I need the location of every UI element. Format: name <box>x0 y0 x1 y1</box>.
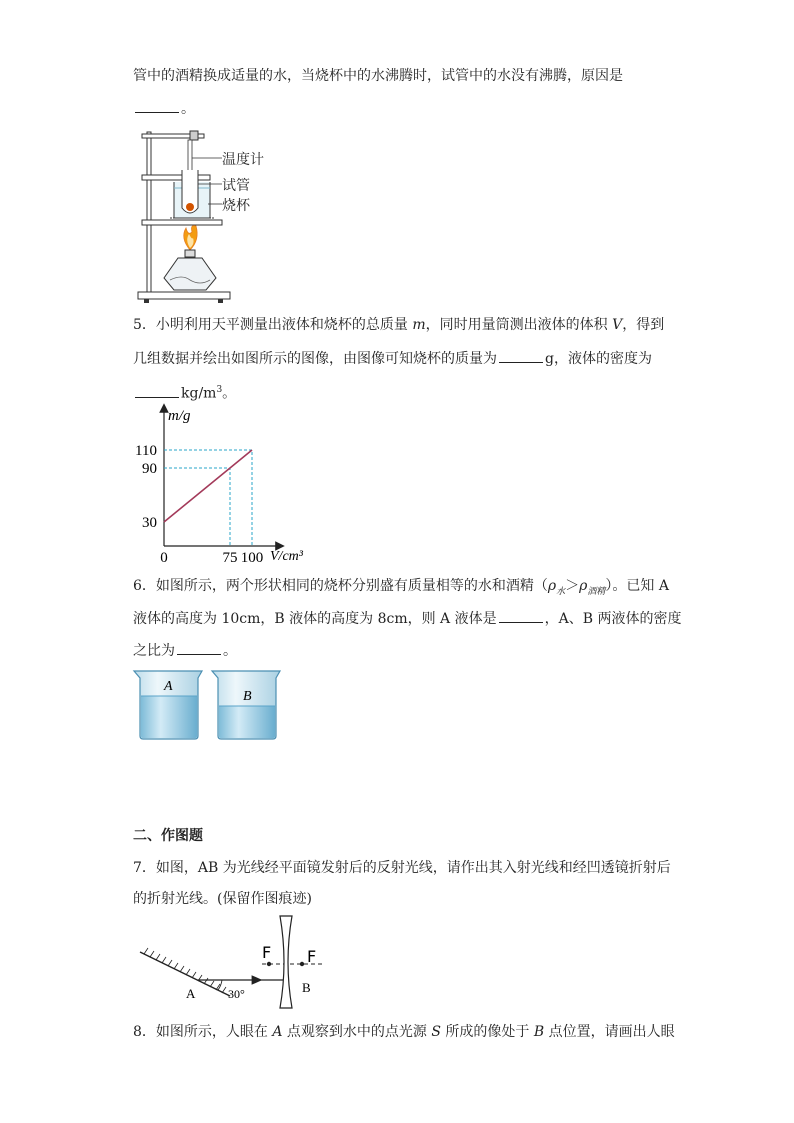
q5-text-line1: 5．小明利用天平测量出液体和烧杯的总质量 m，同时用量筒测出液体的体积 V，得到 <box>133 317 665 333</box>
guide-line-0 <box>164 468 230 546</box>
label-f-left: F <box>262 943 272 962</box>
section-title: 二、作图题 <box>133 828 203 844</box>
beaker-b-label: B <box>243 689 252 704</box>
answer-blank-density[interactable] <box>135 383 179 398</box>
q5-text-line3: $kg/m^3$。 <box>133 380 236 404</box>
q7-text-line2: 的折射光线。(保留作图痕迹) <box>133 891 312 907</box>
two-beakers-figure <box>132 668 284 742</box>
x-tick-label: 75 <box>222 550 238 566</box>
x-tick-label: 0 <box>160 550 168 566</box>
mirror-lens-figure <box>136 912 356 1010</box>
label-beaker: 烧杯 <box>222 198 250 214</box>
y-tick-label: 110 <box>135 443 157 459</box>
label-b: B <box>302 980 311 995</box>
answer-blank[interactable] <box>135 98 179 113</box>
focus-right <box>300 962 304 966</box>
guide-line-1 <box>164 450 252 546</box>
focus-left <box>267 962 271 966</box>
label-angle: 30° <box>228 987 245 1001</box>
answer-blank-mass[interactable] <box>499 348 543 363</box>
x-tick-label: 100 <box>240 550 264 566</box>
x-axis-label: V/cm³ <box>270 549 303 564</box>
data-line <box>164 450 252 522</box>
label-test-tube: 试管 <box>222 178 250 194</box>
q4-text-line1: 管中的酒精换成适量的水，当烧杯中的水沸腾时，试管中的水没有沸腾，原因是 <box>133 68 623 84</box>
label-thermometer: 温度计 <box>222 152 264 168</box>
y-tick-label: 90 <box>142 461 157 477</box>
label-f-right: F <box>307 947 317 966</box>
concave-lens <box>280 916 292 1008</box>
q6-text-line2: 液体的高度为 10cm，B 液体的高度为 8cm，则 A 液体是 ，A、B 两液体的密度 <box>133 608 681 629</box>
q5-text-line2: 几组数据并绘出如图所示的图像，由图像可知烧杯的质量为 g，液体的密度为 <box>133 348 652 369</box>
boiling-apparatus-figure <box>130 128 290 306</box>
y-axis-label: m/g <box>168 408 191 424</box>
q6-text-line3: 之比为 。 <box>133 640 237 661</box>
y-tick-label: 30 <box>142 515 157 531</box>
mass-volume-chart <box>130 402 330 568</box>
q7-text-line1: 7．如图，AB 为光线经平面镜发射后的反射光线，请作出其入射光线和经凹透镜折射后 <box>133 860 671 876</box>
answer-blank-liquid[interactable] <box>499 608 543 623</box>
beaker-a-label: A <box>164 679 173 694</box>
beaker-b <box>212 671 280 739</box>
q8-text-line1: 8．如图所示，人眼在 A 点观察到水中的点光源 S 所成的像处于 B 点位置，请画出人眼 <box>133 1024 675 1040</box>
answer-blank-ratio[interactable] <box>177 640 221 655</box>
q6-text-line1: 6．如图所示，两个形状相同的烧杯分别盛有质量相等的水和酒精$(\rho_水>\rho_{酒精})$。已知 A <box>133 578 669 597</box>
q4-text-line2: 。 <box>133 98 195 119</box>
label-a: A <box>186 986 196 1001</box>
